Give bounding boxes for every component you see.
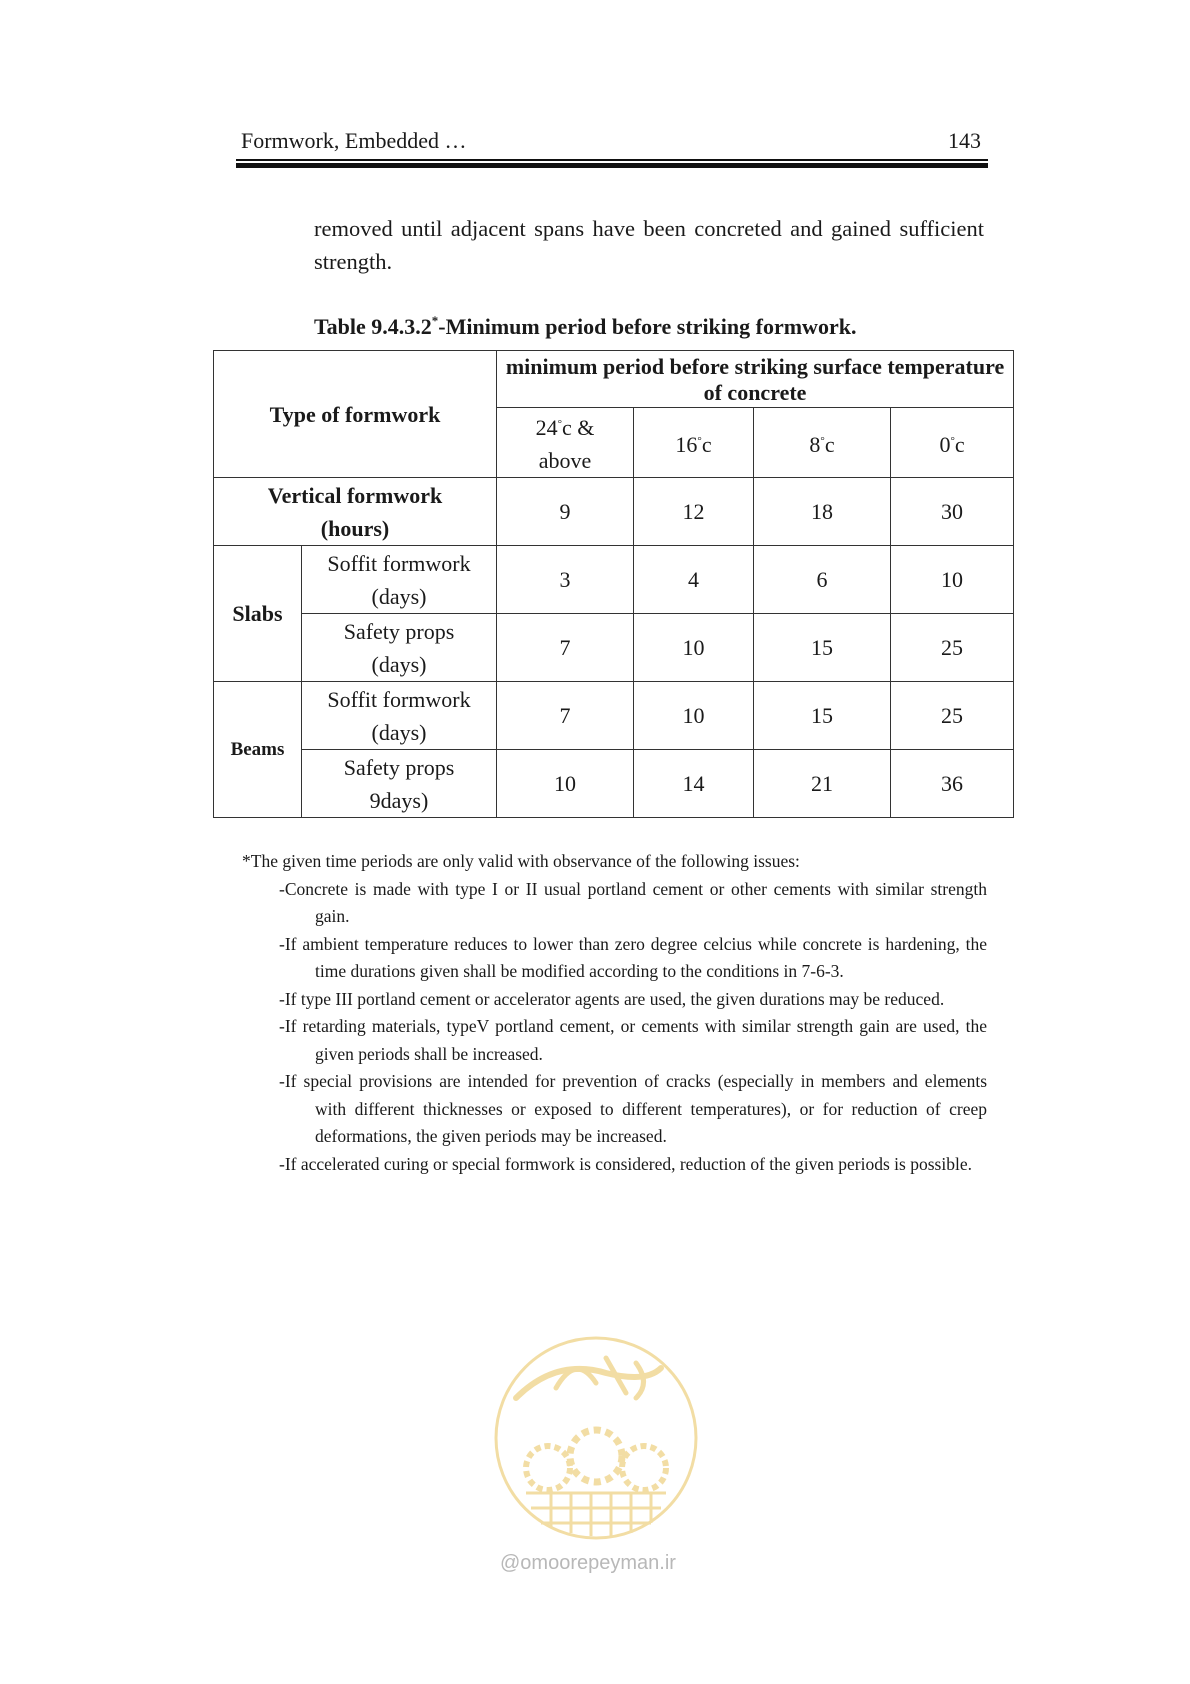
table-cell: 7 — [497, 682, 634, 750]
table-footnotes — [242, 848, 987, 1178]
formwork-table — [213, 350, 1014, 818]
table-cell: 6 — [754, 546, 891, 614]
table-cell: 4 — [634, 546, 754, 614]
header-type-of-formwork: Type of formwork — [214, 351, 497, 478]
table-cell: 3 — [497, 546, 634, 614]
caption-rest: -Minimum period before striking formwork. — [438, 314, 857, 339]
group-label-slabs: Slabs — [214, 546, 302, 682]
table-cell: 30 — [891, 478, 1014, 546]
table-caption — [314, 313, 1014, 340]
row-label: Safety props 9days) — [302, 750, 497, 818]
table-row — [214, 546, 1014, 614]
table-cell: 14 — [634, 750, 754, 818]
running-header — [237, 128, 987, 158]
group-label-beams: Beams — [214, 682, 302, 818]
table-cell: 15 — [754, 682, 891, 750]
header-rule-thin — [236, 159, 988, 161]
table-cell: 10 — [891, 546, 1014, 614]
table-cell: 21 — [754, 750, 891, 818]
caption-asterisk: * — [431, 313, 439, 328]
header-rule-thick — [236, 163, 988, 168]
footnote-intro: *The given time periods are only valid with observance of the following issues: — [242, 851, 800, 871]
header-minimum-period: minimum period before striking surface temperature of concrete — [497, 351, 1014, 408]
table-cell: 10 — [497, 750, 634, 818]
footnote-item: -Concrete is made with type I or II usual portland cement or other cements with similar strength gain. — [279, 878, 987, 926]
table-cell: 10 — [634, 614, 754, 682]
row-label: Soffit formwork (days) — [302, 682, 497, 750]
row-label-vertical-formwork: Vertical formwork (hours) — [214, 478, 497, 546]
table-cell: 7 — [497, 614, 634, 682]
table-cell: 25 — [891, 682, 1014, 750]
table-cell: 18 — [754, 478, 891, 546]
table-cell: 10 — [634, 682, 754, 750]
temp-header-8: 8°c — [754, 408, 891, 478]
temp-header-16: 16°c — [634, 408, 754, 478]
page-number: 143 — [948, 128, 981, 153]
footnote-item: -If type III portland cement or accelerator agents are used, the given durations may be reduced. — [279, 988, 945, 1009]
footnote-item: -If ambient temperature reduces to lower than zero degree celcius while concrete is hardening, the time durations given shall be modified according to the conditions in 7-6-3. — [279, 933, 987, 981]
footnote-item: -If accelerated curing or special formwork is considered, reduction of the given periods is possible. — [279, 1153, 972, 1174]
table-cell: 25 — [891, 614, 1014, 682]
row-label: Soffit formwork (days) — [302, 546, 497, 614]
table-row — [214, 614, 1014, 682]
table-cell: 15 — [754, 614, 891, 682]
running-title: Formwork, Embedded … — [241, 128, 467, 153]
table-cell: 36 — [891, 750, 1014, 818]
table-cell: 12 — [634, 478, 754, 546]
watermark-url: @omoorepeyman.ir — [500, 1552, 676, 1574]
caption-prefix: Table 9.4.3.2 — [314, 314, 432, 339]
table-row — [214, 682, 1014, 750]
temp-header-0: 0°c — [891, 408, 1014, 478]
table-row — [214, 478, 1014, 546]
watermark-logo — [486, 1328, 706, 1588]
footnote-item: -If retarding materials, typeV portland cement, or cements with similar strength gain are used, the given periods shall be increased. — [279, 1016, 987, 1064]
row-label: Safety props (days) — [302, 614, 497, 682]
body-paragraph: removed until adjacent spans have been concreted and gained sufficient strength. — [314, 216, 984, 274]
footnote-item: -If special provisions are intended for prevention of cracks (especially in members and elements with different thicknesses or exposed to different temperatures), or for reduction of creep deformations, the given periods may be increased. — [279, 1071, 987, 1146]
temp-header-24: 24°c & above — [497, 408, 634, 478]
table-row — [214, 750, 1014, 818]
table-cell: 9 — [497, 478, 634, 546]
